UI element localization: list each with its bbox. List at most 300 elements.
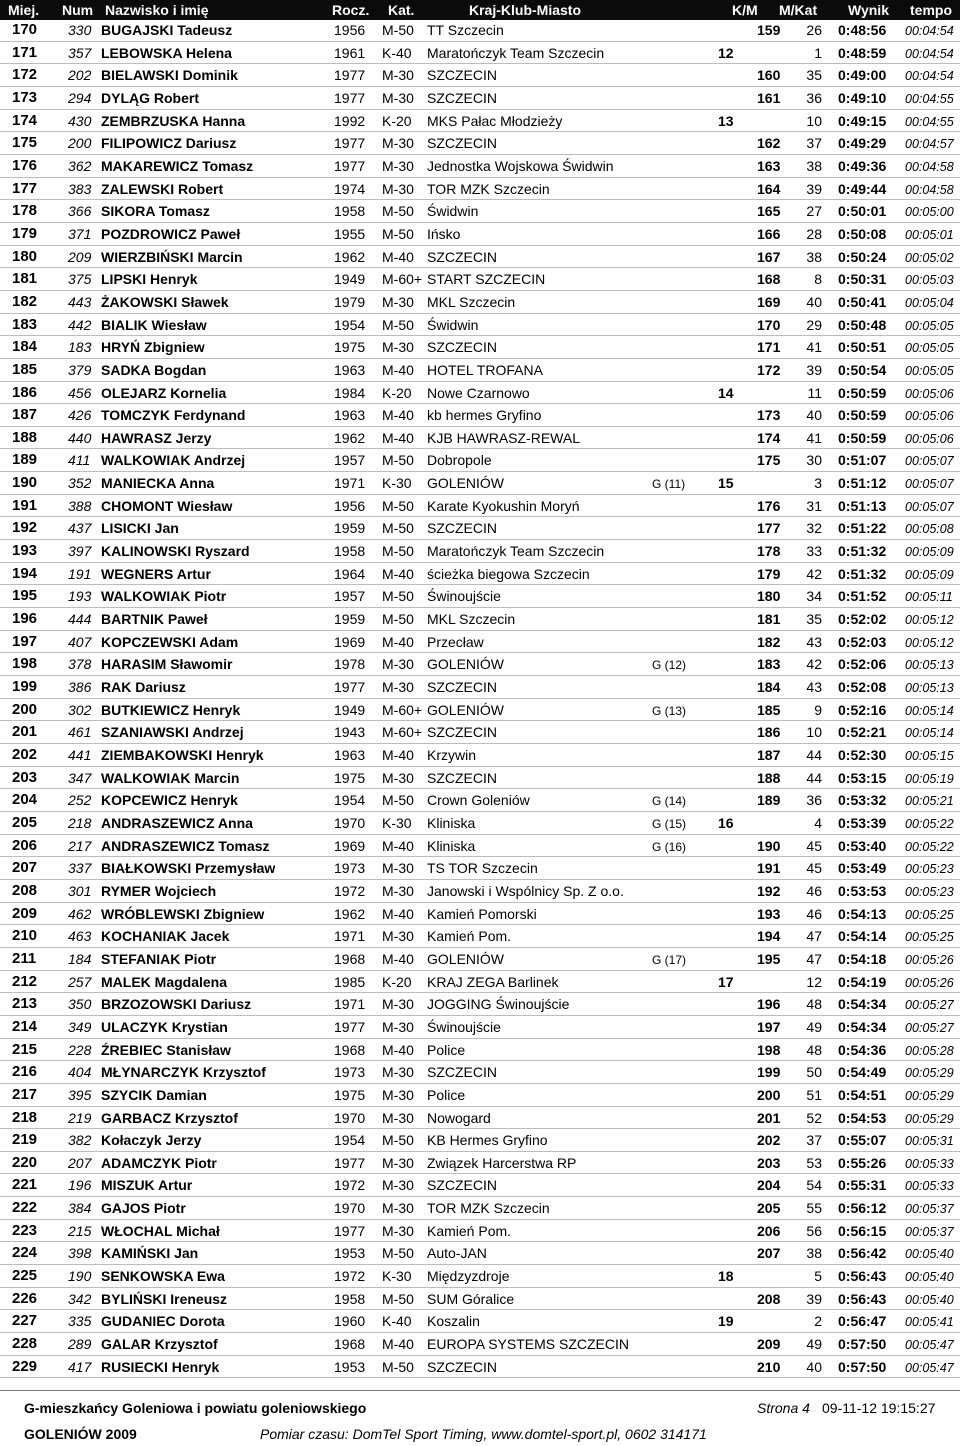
birth-year-cell: 1956	[334, 22, 366, 38]
goleniow-rank-cell: G (17)	[652, 952, 687, 967]
club-cell: Świnoujście	[427, 588, 501, 605]
table-row	[0, 880, 960, 903]
category-cell: M-50	[382, 452, 414, 469]
club-cell: SZCZECIN	[427, 724, 497, 741]
club-cell: GOLENIÓW	[427, 950, 505, 967]
birth-year-cell: 1959	[334, 611, 366, 628]
bib-number-cell: 384	[68, 1200, 92, 1217]
bib-number-cell: 362	[68, 157, 92, 174]
gender-rank-cell: 172	[757, 361, 781, 378]
birth-year-cell: 1972	[334, 882, 366, 899]
place-cell: 184	[12, 338, 38, 356]
gender-rank-cell: 178	[757, 543, 781, 560]
table-row	[0, 495, 960, 518]
result-time-cell: 0:54:14	[838, 928, 887, 945]
table-row	[0, 64, 960, 87]
table-row	[0, 676, 960, 699]
result-time-cell: 0:51:32	[838, 565, 887, 582]
gender-rank-cell: 181	[757, 611, 781, 628]
birth-year-cell: 1979	[334, 293, 366, 310]
bib-number-cell: 443	[68, 293, 92, 310]
place-cell: 202	[12, 746, 38, 763]
footer-timing: Pomiar czasu: DomTel Sport Timing, www.domtel-sport.pl, 0602 314171	[260, 1426, 707, 1442]
gender-rank-cell: 180	[757, 588, 781, 605]
category-cell: M-30	[382, 679, 414, 696]
footer-legend: G-mieszkańcy Goleniowa i powiatu goleniowskiego	[24, 1400, 367, 1416]
result-time-cell: 0:51:22	[838, 520, 887, 537]
pace-cell: 00:04:57	[905, 137, 954, 152]
club-cell: GOLENIÓW	[427, 656, 505, 673]
club-cell: SZCZECIN	[427, 339, 497, 356]
category-cell: M-40	[382, 905, 414, 922]
runner-name-cell: ZALEWSKI Robert	[101, 180, 224, 197]
place-cell: 200	[12, 700, 38, 718]
place-cell: 174	[12, 111, 38, 129]
place-cell: 199	[12, 678, 38, 696]
result-time-cell: 0:51:07	[838, 452, 887, 469]
result-time-cell: 0:51:12	[838, 475, 887, 492]
club-cell: HOTEL TROFANA	[427, 361, 543, 378]
birth-year-cell: 1962	[334, 905, 366, 922]
runner-name-cell: GALAR Krzysztof	[101, 1336, 218, 1353]
category-cell: M-30	[382, 1177, 414, 1194]
pace-cell: 00:05:03	[905, 273, 954, 288]
table-row	[0, 246, 960, 269]
bib-number-cell: 257	[68, 973, 92, 990]
header-category: Kat.	[388, 2, 415, 18]
bib-number-cell: 430	[68, 112, 92, 129]
place-cell: 189	[12, 451, 38, 469]
pace-cell: 00:05:27	[905, 998, 954, 1013]
table-row	[0, 132, 960, 155]
table-row	[0, 19, 960, 42]
pace-cell: 00:05:04	[905, 295, 954, 310]
table-row	[0, 1152, 960, 1175]
pace-cell: 00:05:29	[905, 1111, 954, 1126]
bib-number-cell: 200	[68, 135, 92, 152]
gender-rank-cell: 204	[757, 1177, 781, 1194]
category-cell: M-40	[382, 407, 414, 424]
runner-name-cell: KOPCZEWSKI Adam	[101, 633, 239, 650]
birth-year-cell: 1957	[334, 588, 366, 605]
bib-number-cell: 202	[68, 67, 92, 84]
place-cell: 214	[12, 1017, 38, 1035]
result-time-cell: 0:54:36	[838, 1041, 887, 1058]
pace-cell: 00:05:47	[905, 1360, 954, 1375]
gender-rank-cell: 189	[757, 792, 781, 809]
category-cell: M-30	[382, 1018, 414, 1035]
runner-name-cell: WIERZBIŃSKI Marcin	[101, 248, 243, 265]
runner-name-cell: RYMER Wojciech	[101, 882, 217, 899]
category-cell: K-20	[382, 112, 412, 129]
runner-name-cell: ADAMCZYK Piotr	[101, 1154, 217, 1171]
club-cell: GOLENIÓW	[427, 475, 505, 492]
runner-name-cell: KAMIŃSKI Jan	[101, 1245, 199, 1262]
pace-cell: 00:05:08	[905, 522, 954, 537]
runner-name-cell: WŁOCHAL Michał	[101, 1222, 220, 1239]
place-cell: 192	[12, 519, 38, 537]
bib-number-cell: 383	[68, 180, 92, 197]
gender-rank-cell: 194	[757, 928, 781, 945]
category-rank-cell: 45	[806, 837, 822, 854]
category-rank-cell: 12	[806, 973, 822, 990]
place-cell: 175	[12, 134, 38, 152]
club-cell: Przecław	[427, 633, 484, 650]
bib-number-cell: 294	[68, 89, 92, 106]
bib-number-cell: 463	[68, 928, 92, 945]
runner-name-cell: OLEJARZ Kornelia	[101, 384, 227, 401]
table-row	[0, 110, 960, 133]
gender-rank-cell: 170	[757, 316, 781, 333]
pace-cell: 00:05:40	[905, 1292, 954, 1307]
pace-cell: 00:05:05	[905, 318, 954, 333]
pace-cell: 00:05:11	[905, 590, 953, 605]
birth-year-cell: 1973	[334, 860, 366, 877]
club-cell: KB Hermes Gryfino	[427, 1132, 548, 1149]
birth-year-cell: 1963	[334, 747, 366, 763]
club-cell: SZCZECIN	[427, 89, 497, 106]
club-cell: Nowogard	[427, 1109, 491, 1126]
place-cell: 197	[12, 632, 38, 650]
birth-year-cell: 1974	[334, 180, 366, 197]
runner-name-cell: CHOMONT Wiesław	[101, 497, 233, 514]
category-cell: K-20	[382, 973, 412, 990]
gender-rank-cell: 202	[757, 1132, 781, 1149]
birth-year-cell: 1959	[334, 520, 366, 537]
category-rank-cell: 29	[806, 316, 822, 333]
bib-number-cell: 440	[68, 429, 92, 446]
category-cell: M-40	[382, 837, 414, 854]
runner-name-cell: BIALIK Wiesław	[101, 316, 207, 333]
bib-number-cell: 207	[68, 1154, 92, 1171]
category-rank-cell: 46	[806, 882, 822, 899]
gender-rank-cell: 190	[757, 837, 781, 854]
gender-rank-cell: 162	[757, 135, 781, 152]
gender-rank-cell: 192	[757, 882, 781, 899]
gender-rank-cell: 183	[757, 656, 781, 673]
gender-rank-cell: 160	[757, 67, 781, 84]
gender-rank-cell: 17	[718, 973, 734, 990]
place-cell: 215	[12, 1040, 38, 1058]
birth-year-cell: 1949	[334, 701, 366, 718]
birth-year-cell: 1968	[334, 1336, 366, 1353]
table-row	[0, 200, 960, 223]
category-cell: M-40	[382, 1336, 414, 1353]
gender-rank-cell: 208	[757, 1290, 781, 1307]
result-time-cell: 0:53:39	[838, 814, 887, 831]
birth-year-cell: 1962	[334, 429, 366, 446]
header-result: Wynik	[848, 2, 889, 18]
result-time-cell: 0:49:44	[838, 180, 887, 197]
birth-year-cell: 1971	[334, 928, 366, 945]
runner-name-cell: BRZOZOWSKI Dariusz	[101, 996, 252, 1013]
bib-number-cell: 335	[68, 1313, 92, 1330]
category-cell: M-60+	[382, 271, 423, 288]
category-cell: M-40	[382, 565, 414, 582]
goleniow-rank-cell: G (12)	[652, 658, 687, 673]
category-rank-cell: 37	[806, 135, 822, 152]
category-cell: M-30	[382, 180, 414, 197]
club-cell: MKS Pałac Młodzieży	[427, 112, 563, 129]
club-cell: TS TOR Szczecin	[427, 860, 538, 877]
gender-rank-cell: 188	[757, 769, 781, 786]
runner-name-cell: BUGAJSKI Tadeusz	[101, 22, 233, 38]
pace-cell: 00:05:26	[905, 975, 954, 990]
table-row	[0, 993, 960, 1016]
club-cell: Police	[427, 1041, 466, 1058]
place-cell: 176	[12, 156, 38, 174]
bib-number-cell: 404	[68, 1064, 92, 1081]
table-row	[0, 472, 960, 495]
category-rank-cell: 31	[806, 497, 822, 514]
result-time-cell: 0:54:19	[838, 973, 887, 990]
birth-year-cell: 1971	[334, 996, 366, 1013]
table-row	[0, 699, 960, 722]
gender-rank-cell: 195	[757, 950, 781, 967]
gender-rank-cell: 173	[757, 407, 781, 424]
runner-name-cell: BYLIŃSKI Ireneusz	[101, 1290, 228, 1307]
club-cell: GOLENIÓW	[427, 701, 505, 718]
category-rank-cell: 39	[806, 1290, 822, 1307]
club-cell: Janowski i Wspólnicy Sp. Z o.o.	[427, 882, 624, 899]
birth-year-cell: 1960	[334, 1313, 366, 1330]
bib-number-cell: 191	[68, 565, 92, 582]
category-cell: M-50	[382, 1358, 414, 1375]
category-cell: K-30	[382, 1268, 412, 1285]
pace-cell: 00:05:25	[905, 907, 954, 922]
pace-cell: 00:05:27	[905, 1020, 954, 1035]
table-row	[0, 1220, 960, 1243]
club-cell: ścieżka biegowa Szczecin	[427, 565, 590, 582]
goleniow-rank-cell: G (15)	[652, 816, 687, 831]
category-rank-cell: 30	[806, 452, 822, 469]
result-time-cell: 0:55:26	[838, 1154, 887, 1171]
category-rank-cell: 41	[806, 339, 822, 356]
birth-year-cell: 1972	[334, 1268, 366, 1285]
place-cell: 204	[12, 791, 38, 809]
club-cell: MKL Szczecin	[427, 611, 516, 628]
result-time-cell: 0:52:30	[838, 747, 887, 763]
gender-rank-cell: 196	[757, 996, 781, 1013]
gender-rank-cell: 159	[757, 22, 781, 38]
table-row	[0, 1197, 960, 1220]
category-rank-cell: 35	[806, 611, 822, 628]
runner-name-cell: HRYŃ Zbigniew	[101, 339, 205, 356]
place-cell: 205	[12, 813, 38, 831]
birth-year-cell: 1977	[334, 89, 366, 106]
place-cell: 211	[12, 949, 37, 967]
pace-cell: 00:05:40	[905, 1270, 954, 1285]
runner-name-cell: MANIECKA Anna	[101, 475, 215, 492]
runner-name-cell: WRÓBLEWSKI Zbigniew	[101, 905, 265, 922]
birth-year-cell: 1964	[334, 565, 366, 582]
pace-cell: 00:05:31	[905, 1134, 954, 1149]
gender-rank-cell: 163	[757, 157, 781, 174]
place-cell: 220	[12, 1153, 38, 1171]
category-rank-cell: 38	[806, 248, 822, 265]
result-time-cell: 0:53:49	[838, 860, 887, 877]
birth-year-cell: 1961	[334, 44, 366, 61]
category-cell: K-30	[382, 475, 412, 492]
pace-cell: 00:05:07	[905, 499, 954, 514]
place-cell: 190	[12, 474, 38, 492]
category-rank-cell: 47	[806, 928, 822, 945]
bib-number-cell: 411	[68, 452, 91, 469]
place-cell: 216	[12, 1063, 38, 1081]
club-cell: SZCZECIN	[427, 520, 497, 537]
category-rank-cell: 54	[806, 1177, 822, 1194]
birth-year-cell: 1955	[334, 225, 366, 242]
pace-cell: 00:05:06	[905, 386, 954, 401]
birth-year-cell: 1963	[334, 407, 366, 424]
category-cell: M-30	[382, 1222, 414, 1239]
birth-year-cell: 1957	[334, 452, 366, 469]
result-time-cell: 0:50:48	[838, 316, 887, 333]
category-cell: M-50	[382, 611, 414, 628]
goleniow-rank-cell: G (11)	[652, 477, 686, 492]
pace-cell: 00:05:41	[905, 1315, 954, 1330]
category-cell: K-40	[382, 1313, 412, 1330]
gender-rank-cell: 13	[718, 112, 734, 129]
result-time-cell: 0:50:51	[838, 339, 887, 356]
result-time-cell: 0:55:07	[838, 1132, 887, 1149]
runner-name-cell: Kołaczyk Jerzy	[101, 1132, 202, 1149]
goleniow-rank-cell: G (16)	[652, 839, 687, 854]
category-cell: M-30	[382, 882, 414, 899]
pace-cell: 00:05:07	[905, 454, 954, 469]
category-cell: M-30	[382, 157, 414, 174]
gender-rank-cell: 199	[757, 1064, 781, 1081]
table-row	[0, 835, 960, 858]
result-time-cell: 0:50:59	[838, 429, 887, 446]
place-cell: 170	[12, 21, 38, 38]
result-time-cell: 0:52:06	[838, 656, 887, 673]
pace-cell: 00:05:14	[905, 726, 954, 741]
gender-rank-cell: 171	[757, 339, 781, 356]
runner-name-cell: SZANIAWSKI Andrzej	[101, 724, 244, 741]
bib-number-cell: 379	[68, 361, 92, 378]
runner-name-cell: GAJOS Piotr	[101, 1200, 186, 1217]
pace-cell: 00:05:13	[905, 658, 954, 673]
bib-number-cell: 426	[68, 407, 92, 424]
result-time-cell: 0:56:47	[838, 1313, 887, 1330]
pace-cell: 00:05:12	[905, 613, 954, 628]
runner-name-cell: STEFANIAK Piotr	[101, 950, 217, 967]
gender-rank-cell: 182	[757, 633, 781, 650]
bib-number-cell: 417	[68, 1358, 92, 1375]
place-cell: 195	[12, 587, 38, 605]
bib-number-cell: 366	[68, 203, 92, 220]
birth-year-cell: 1977	[334, 1154, 366, 1171]
category-cell: M-50	[382, 543, 414, 560]
pace-cell: 00:05:05	[905, 341, 954, 356]
place-cell: 196	[12, 610, 38, 628]
pace-cell: 00:04:55	[905, 114, 954, 129]
category-cell: M-40	[382, 1041, 414, 1058]
category-rank-cell: 11	[807, 384, 822, 401]
club-cell: kb hermes Gryfino	[427, 407, 542, 424]
table-row	[0, 540, 960, 563]
table-row	[0, 971, 960, 994]
runner-name-cell: POZDROWICZ Paweł	[101, 225, 241, 242]
result-time-cell: 0:54:34	[838, 996, 887, 1013]
category-rank-cell: 27	[806, 203, 822, 220]
gender-rank-cell: 184	[757, 679, 781, 696]
category-rank-cell: 1	[814, 44, 822, 61]
category-rank-cell: 28	[806, 225, 822, 242]
gender-rank-cell: 176	[757, 497, 781, 514]
bib-number-cell: 437	[68, 520, 92, 537]
place-cell: 221	[12, 1176, 38, 1194]
category-rank-cell: 9	[814, 701, 822, 718]
category-cell: M-30	[382, 293, 414, 310]
category-cell: M-30	[382, 89, 414, 106]
birth-year-cell: 1984	[334, 384, 366, 401]
category-rank-cell: 40	[806, 293, 822, 310]
place-cell: 217	[12, 1085, 38, 1103]
pace-cell: 00:05:22	[905, 839, 954, 854]
birth-year-cell: 1977	[334, 1222, 366, 1239]
gender-rank-cell: 169	[757, 293, 781, 310]
category-rank-cell: 39	[806, 361, 822, 378]
club-cell: Maratończyk Team Szczecin	[427, 44, 605, 61]
gender-rank-cell: 209	[757, 1336, 781, 1353]
place-cell: 178	[12, 202, 38, 220]
runner-name-cell: HARASIM Sławomir	[101, 656, 233, 673]
table-row	[0, 608, 960, 631]
place-cell: 187	[12, 406, 38, 424]
gender-rank-cell: 197	[757, 1018, 781, 1035]
gender-rank-cell: 166	[757, 225, 781, 242]
runner-name-cell: ŻAKOWSKI Sławek	[101, 293, 229, 310]
category-cell: M-30	[382, 860, 414, 877]
gender-rank-cell: 177	[757, 520, 781, 537]
pace-cell: 00:05:07	[905, 477, 954, 492]
category-cell: M-30	[382, 1154, 414, 1171]
table-row	[0, 767, 960, 790]
runner-name-cell: LISICKI Jan	[101, 520, 179, 537]
result-time-cell: 0:48:56	[838, 22, 887, 38]
bib-number-cell: 215	[68, 1222, 92, 1239]
category-cell: M-50	[382, 225, 414, 242]
result-time-cell: 0:50:08	[838, 225, 887, 242]
result-time-cell: 0:48:59	[838, 44, 887, 61]
table-row	[0, 925, 960, 948]
place-cell: 224	[12, 1244, 38, 1262]
place-cell: 181	[12, 270, 38, 288]
result-time-cell: 0:57:50	[838, 1336, 887, 1353]
category-rank-cell: 36	[806, 89, 822, 106]
category-rank-cell: 2	[814, 1313, 822, 1330]
birth-year-cell: 1985	[334, 973, 366, 990]
runner-name-cell: MŁYNARCZYK Krzysztof	[101, 1064, 266, 1081]
pace-cell: 00:05:26	[905, 952, 954, 967]
runner-name-cell: KOCHANIAK Jacek	[101, 928, 230, 945]
runner-name-cell: SIKORA Tomasz	[101, 203, 210, 220]
category-rank-cell: 48	[806, 996, 822, 1013]
table-row	[0, 314, 960, 337]
result-time-cell: 0:50:54	[838, 361, 887, 378]
category-rank-cell: 33	[806, 543, 822, 560]
category-cell: M-40	[382, 633, 414, 650]
bib-number-cell: 397	[68, 543, 92, 560]
category-cell: M-30	[382, 996, 414, 1013]
result-time-cell: 0:55:31	[838, 1177, 887, 1194]
category-rank-cell: 42	[806, 565, 822, 582]
gender-rank-cell: 198	[757, 1041, 781, 1058]
category-rank-cell: 39	[806, 180, 822, 197]
birth-year-cell: 1977	[334, 1018, 366, 1035]
